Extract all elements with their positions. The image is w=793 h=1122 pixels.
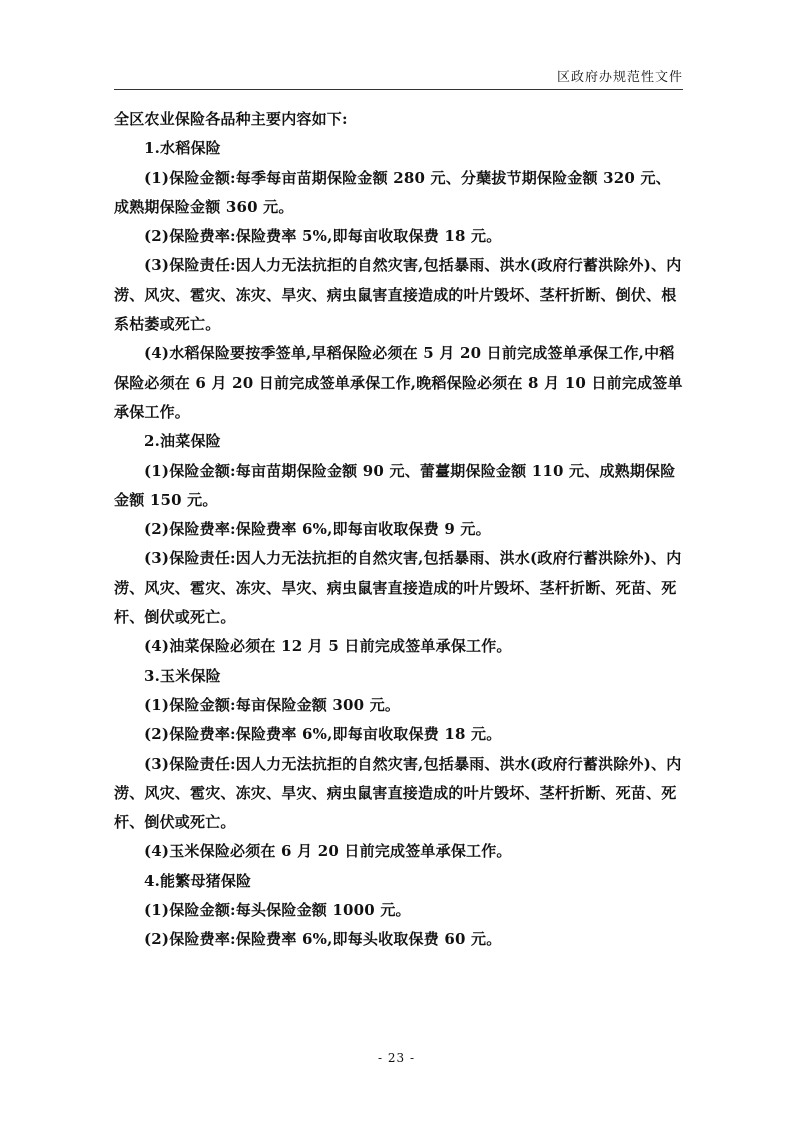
corn-signing-deadline: (4)玉米保险必须在 6 月 20 日前完成签单承保工作。: [144, 842, 512, 861]
sow-premium-rate: (2)保险费率:保险费率 6%,即每头收取保费 60 元。: [144, 930, 502, 949]
document-body: [114, 105, 684, 955]
rapeseed-premium-rate: (2)保险费率:保险费率 6%,即每亩收取保费 9 元。: [144, 520, 491, 539]
section-heading-rapeseed: 2.油菜保险: [144, 432, 221, 451]
corn-premium-rate: (2)保险费率:保险费率 6%,即每亩收取保费 18 元。: [144, 725, 502, 744]
sow-insured-amount: (1)保险金额:每头保险金额 1000 元。: [144, 901, 411, 920]
section-heading-rice: 1.水稻保险: [144, 139, 221, 158]
corn-coverage: (3)保险责任:因人力无法抗拒的自然灾害,包括暴雨、洪水(政府行蓄洪除外)、内涝、风灾、雹灾、冻灾、旱灾、病虫鼠害直接造成的叶片毁坏、茎杆折断、死苗、死杆、倒伏或死亡。: [114, 754, 682, 832]
rice-coverage: (3)保险责任:因人力无法抗拒的自然灾害,包括暴雨、洪水(政府行蓄洪除外)、内涝、风灾、雹灾、冻灾、旱灾、病虫鼠害直接造成的叶片毁坏、茎杆折断、倒伏、根系枯萎或死亡。: [114, 256, 682, 334]
rapeseed-signing-deadline: (4)油菜保险必须在 12 月 5 日前完成签单承保工作。: [144, 637, 512, 656]
rapeseed-coverage: (3)保险责任:因人力无法抗拒的自然灾害,包括暴雨、洪水(政府行蓄洪除外)、内涝、风灾、雹灾、冻灾、旱灾、病虫鼠害直接造成的叶片毁坏、茎杆折断、死苗、死杆、倒伏或死亡。: [114, 549, 682, 627]
header-divider: [114, 89, 683, 90]
corn-insured-amount: (1)保险金额:每亩保险金额 300 元。: [144, 695, 401, 714]
section-heading-corn: 3.玉米保险: [144, 666, 221, 685]
rapeseed-insured-amount: (1)保险金额:每亩苗期保险金额 90 元、蕾薹期保险金额 110 元、成熟期保险金额 150 元。: [114, 461, 676, 509]
section-heading-sow: 4.能繁母猪保险: [144, 871, 252, 890]
rice-insured-amount: (1)保险金额:每季每亩苗期保险金额 280 元、分蘖拔节期保险金额 320 元、成熟期保险金额 360 元。: [114, 168, 671, 216]
document-header: 区政府办规范性文件: [556, 70, 683, 85]
rice-signing-deadline: (4)水稻保险要按季签单,早稻保险必须在 5 月 20 日前完成签单承保工作,中稻保险必须在 6 月 20 日前完成签单承保工作,晚稻保险必须在 8 月 10 日前完成签单承保工作。: [114, 344, 683, 421]
intro-paragraph: 全区农业保险各品种主要内容如下:: [114, 110, 348, 128]
rice-premium-rate: (2)保险费率:保险费率 5%,即每亩收取保费 18 元。: [144, 227, 502, 246]
page-number: - 23 -: [377, 1051, 415, 1065]
